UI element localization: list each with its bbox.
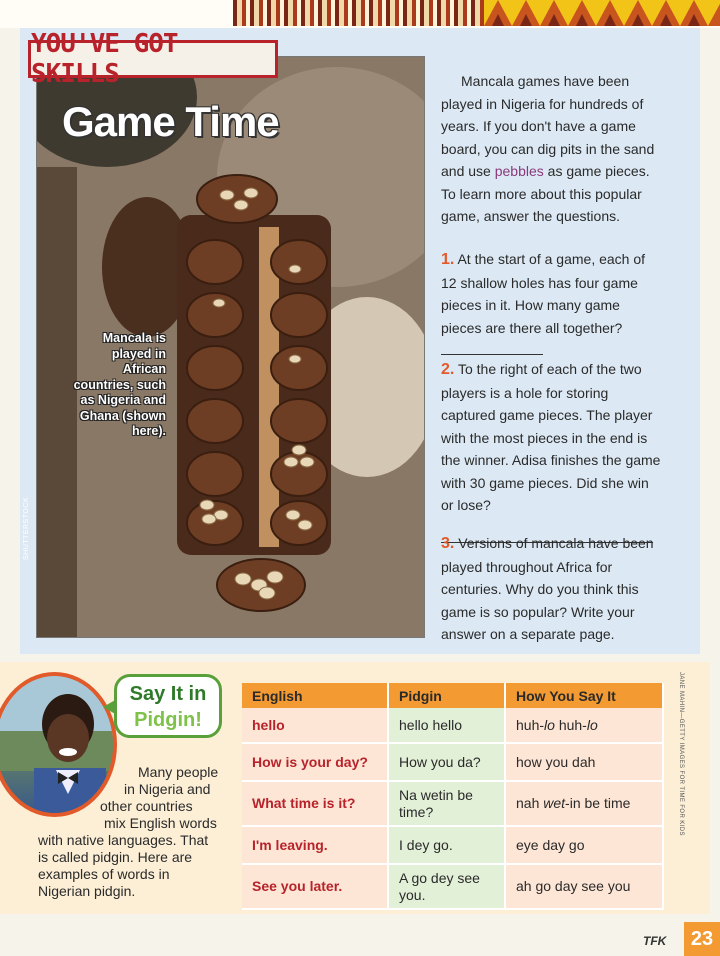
intro-text-after: as game pieces. To learn more about this popular game, answer the questions.: [441, 163, 650, 224]
stressed-syllable: wet: [543, 795, 566, 811]
cell-pidgin: A go dey see you.: [388, 864, 505, 909]
table-row: [242, 864, 663, 909]
page-title: Game Time: [62, 98, 279, 145]
question-text: Versions of mancala have been played throughout Africa for centuries. Why do you think this game is so popular? Write your answer on a separate page.: [441, 535, 654, 642]
cell-english: See you later.: [242, 864, 388, 909]
syllable: ah go day see you: [516, 878, 631, 894]
header-english: English: [242, 683, 388, 708]
question-number: 1.: [441, 251, 455, 268]
cell-pronunciation: [505, 781, 663, 826]
header-pidgin: Pidgin: [388, 683, 505, 708]
syllable: -in be time: [565, 795, 631, 811]
side-photo-credit: JANE MAHIN—GETTY IMAGES FOR TIME FOR KIDS: [678, 672, 684, 836]
question-text: At the start of a game, each of 12 shallow holes has four game pieces in it. How many game pieces are there all together?: [441, 251, 646, 336]
question-3: [441, 532, 663, 646]
cell-pidgin: How you da?: [388, 743, 505, 781]
cell-english: What time is it?: [242, 781, 388, 826]
cell-english: I'm leaving.: [242, 826, 388, 864]
table-row: [242, 826, 663, 864]
syllable: eye day go: [516, 836, 585, 853]
question-2: [441, 358, 663, 543]
intro-text-before: Mancala games have been played in Nigeria for hundreds of years. If you don't have a game board, you can dig pits in the sand and use: [441, 73, 655, 179]
question-number: 2.: [441, 361, 455, 378]
pidgin-line: in Nigeria and: [124, 781, 211, 797]
bubble-line-1: Say It in: [129, 683, 207, 705]
cell-pronunciation: [505, 864, 663, 909]
pidgin-intro: [40, 764, 230, 900]
vocab-word: pebbles: [494, 163, 544, 179]
question-number: 3.: [441, 535, 455, 552]
intro-paragraph: [441, 70, 663, 228]
answer-line[interactable]: [441, 354, 543, 355]
kente-triangle-pattern: [484, 0, 720, 26]
cell-pronunciation: [505, 708, 663, 743]
question-text: To the right of each of the two players is a hole for storing captured game pieces. The player with the most pieces in the end is the winner. Adisa finishes the game with 30 game pieces. Did she win or lose?: [441, 361, 661, 513]
syllable: huh-: [554, 716, 587, 733]
pidgin-line: Nigerian pidgin.: [38, 883, 136, 899]
photo-caption: Mancala is played in African countries, such as Nigeria and Ghana (shown here).: [73, 331, 166, 438]
cell-pidgin: I dey go.: [388, 826, 505, 864]
table-row: [242, 708, 663, 743]
table-row: [242, 743, 663, 781]
brand-footer: TFK: [643, 934, 667, 948]
say-it-bubble: [114, 674, 222, 738]
question-1: [441, 248, 663, 362]
cell-pronunciation: [505, 826, 663, 864]
bubble-line-2: Pidgin!: [134, 709, 202, 731]
stressed-syllable: lo: [586, 716, 598, 733]
cell-english: How is your day?: [242, 743, 388, 781]
pidgin-line: is called pidgin. Here are: [38, 849, 193, 865]
syllable: huh-: [516, 716, 545, 733]
stressed-syllable: lo: [544, 716, 555, 733]
pidgin-table: [242, 683, 664, 910]
cell-english: hello: [242, 708, 388, 743]
table-row: [242, 781, 663, 826]
pidgin-line: with native languages. That: [38, 832, 209, 848]
section-tag-label: YOU'VE GOT SKILLS: [31, 29, 178, 89]
syllable: nah: [516, 795, 544, 811]
table-header-row: [242, 683, 663, 708]
syllable: how you dah: [516, 753, 596, 770]
pidgin-line: Many people: [138, 764, 219, 780]
section-tag: [28, 29, 278, 89]
cell-pronunciation: [505, 743, 663, 781]
pidgin-line: other countries: [100, 798, 193, 814]
cell-pidgin: hello hello: [388, 708, 505, 743]
pidgin-line: mix English words: [104, 815, 217, 831]
cell-pidgin: Na wetin be time?: [388, 781, 505, 826]
page-number: 23: [684, 922, 720, 956]
pidgin-line: examples of words in: [38, 866, 170, 882]
photo-credit: SHUTTERSTOCK: [23, 496, 30, 560]
header-how-you-say-it: How You Say It: [505, 683, 663, 708]
